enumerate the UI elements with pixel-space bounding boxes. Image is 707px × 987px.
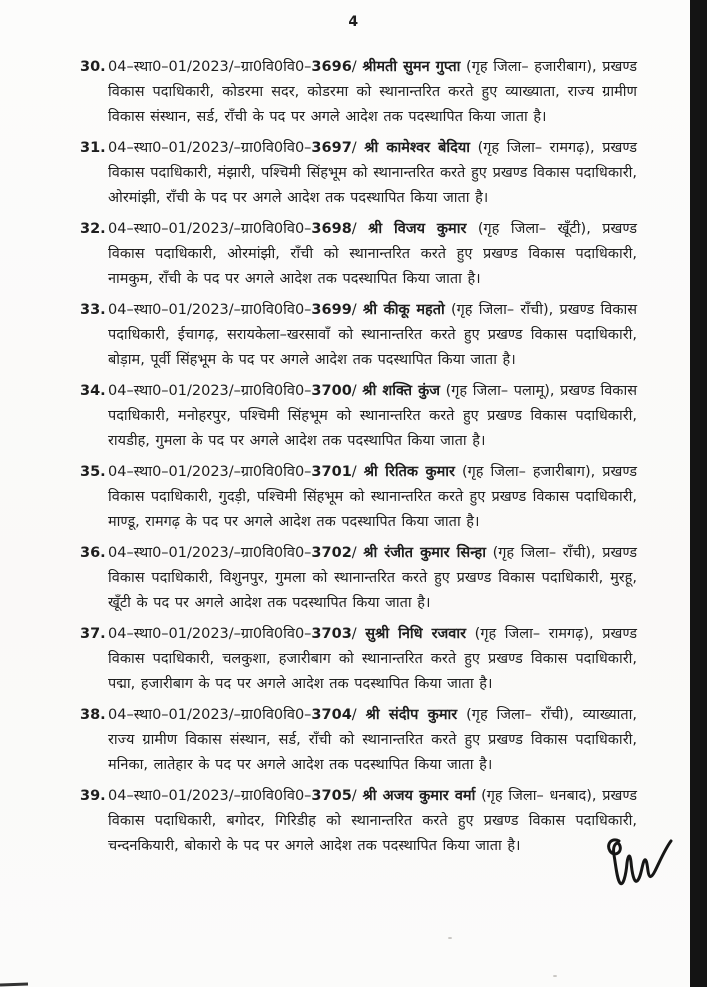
scan-speck — [448, 937, 452, 939]
order-item-39 — [80, 784, 637, 859]
order-ref-number: 3705 — [311, 788, 352, 804]
item-text — [108, 55, 637, 130]
order-ref-slash: / — [351, 707, 357, 723]
order-ref-number: 3703 — [311, 626, 352, 642]
order-item-32 — [80, 217, 637, 292]
item-number: 39. — [80, 788, 106, 804]
scan-speck — [553, 975, 557, 977]
transfer-text: प्रखण्ड विकास पदाधिकारी, बगोदर, गिरिडीह को स्थानान्तरित करते हुए प्रखण्ड विकास पदाधिकारी, चन्दनकियारी, बोकारो के पद पर अगले आदेश तक पदस्थापित किया जाता है। — [108, 788, 638, 854]
order-ref: 04–स्था0–01/2023/–ग्रा0वि0वि0– — [108, 221, 312, 237]
item-text — [108, 379, 637, 454]
item-number: 37. — [80, 626, 106, 642]
order-ref: 04–स्था0–01/2023/–ग्रा0वि0वि0– — [108, 383, 312, 399]
order-ref-slash: / — [351, 626, 357, 642]
item-text — [108, 622, 637, 697]
transfer-text: प्रखण्ड विकास पदाधिकारी, ओरमांझी, राँची को स्थानान्तरित करते हुए प्रखण्ड विकास पदाधिकारी, नामकुम, राँची के पद पर अगले आदेश तक पदस्थापित किया जाता है। — [108, 221, 638, 287]
officer-name: श्री रंजीत कुमार सिन्हा — [363, 545, 486, 561]
order-ref-slash: / — [351, 221, 357, 237]
order-ref-slash: / — [351, 59, 357, 75]
item-text — [108, 784, 637, 859]
home-district: (गृह जिला– रामगढ़), — [474, 626, 594, 642]
item-number: 30. — [80, 59, 106, 75]
item-text — [108, 703, 637, 778]
signature-mark — [603, 835, 673, 899]
officer-name: सुश्री निधि रजवार — [365, 626, 467, 642]
order-item-35 — [80, 460, 637, 535]
officer-name: श्री अजय कुमार वर्मा — [362, 788, 476, 804]
transfer-text: व्याख्याता, राज्य ग्रामीण विकास संस्थान, सर्ड, राँची को स्थानान्तरित करते हुए प्रखण्ड विकास पदाधिकारी, मनिका, लातेहार के पद पर अगले आदेश तक पदस्थापित किया जाता है। — [108, 707, 637, 773]
home-district: (गृह जिला– हजारीबाग), — [466, 59, 597, 75]
order-item-37 — [80, 622, 637, 697]
order-item-30 — [80, 55, 637, 130]
order-ref: 04–स्था0–01/2023/–ग्रा0वि0वि0– — [108, 707, 312, 723]
order-ref: 04–स्था0–01/2023/–ग्रा0वि0वि0– — [108, 59, 312, 75]
order-item-34 — [80, 379, 637, 454]
order-ref: 04–स्था0–01/2023/–ग्रा0वि0वि0– — [108, 464, 312, 480]
order-ref: 04–स्था0–01/2023/–ग्रा0वि0वि0– — [108, 302, 312, 318]
officer-name: श्री संदीप कुमार — [365, 707, 458, 723]
officer-name: श्री शक्ति कुंज — [362, 383, 440, 399]
transfer-text: प्रखण्ड विकास पदाधिकारी, मनोहरपुर, पश्चिमी सिंहभूम को स्थानान्तरित करते हुए प्रखण्ड विकास पदाधिकारी, रायडीह, गुमला के पद पर अगले आदेश तक पदस्थापित किया जाता है। — [108, 383, 637, 449]
order-ref-number: 3699 — [311, 302, 352, 318]
item-text — [108, 136, 637, 211]
item-number: 34. — [80, 383, 106, 399]
transfer-text: प्रखण्ड विकास पदाधिकारी, ईचागढ़, सरायकेला–खरसावाँ को स्थानान्तरित करते हुए प्रखण्ड विकास पदाधिकारी, बोड़ाम, पूर्वी सिंहभूम के पद पर अगले आदेश तक पदस्थापित किया जाता है। — [108, 302, 638, 368]
scan-edge-mark — [0, 983, 28, 987]
order-ref-number: 3697 — [311, 140, 352, 156]
item-text — [108, 541, 637, 616]
officer-name: श्री कामेश्वर बेदिया — [364, 140, 470, 156]
home-district: (गृह जिला– रामगढ़), — [477, 140, 595, 156]
officer-name: श्रीमती सुमन गुप्ता — [362, 59, 461, 75]
order-ref-number: 3698 — [311, 221, 352, 237]
order-ref: 04–स्था0–01/2023/–ग्रा0वि0वि0– — [108, 626, 312, 642]
item-number: 33. — [80, 302, 106, 318]
order-ref-slash: / — [351, 464, 357, 480]
home-district: (गृह जिला– खूँटी), — [477, 221, 591, 237]
order-ref: 04–स्था0–01/2023/–ग्रा0वि0वि0– — [108, 545, 312, 561]
order-ref-number: 3696 — [311, 59, 352, 75]
transfer-text: प्रखण्ड विकास पदाधिकारी, विशुनपुर, गुमला को स्थानान्तरित करते हुए प्रखण्ड विकास पदाधिकारी, मुरहू, खूँटी के पद पर अगले आदेश तक पदस्थापित किया जाता है। — [108, 545, 637, 611]
order-ref-slash: / — [351, 140, 357, 156]
order-ref: 04–स्था0–01/2023/–ग्रा0वि0वि0– — [108, 788, 312, 804]
order-ref-slash: / — [351, 302, 357, 318]
order-ref-number: 3700 — [311, 383, 352, 399]
officer-name: श्री कीकू महतो — [362, 302, 445, 318]
home-district: (गृह जिला– राँची), — [450, 302, 554, 318]
order-item-31 — [80, 136, 637, 211]
transfer-text: प्रखण्ड विकास पदाधिकारी, चलकुशा, हजारीबाग को स्थानान्तरित करते हुए प्रखण्ड विकास पदाधिकारी, पद्मा, हजारीबाग के पद पर अगले आदेश तक पदस्थापित किया जाता है। — [108, 626, 638, 692]
order-ref-number: 3702 — [311, 545, 352, 561]
officer-name: श्री विजय कुमार — [368, 221, 467, 237]
item-number: 35. — [80, 464, 106, 480]
order-ref-number: 3704 — [311, 707, 352, 723]
order-item-33 — [80, 298, 637, 373]
home-district: (गृह जिला– राँची), — [466, 707, 574, 723]
order-item-36 — [80, 541, 637, 616]
item-number: 31. — [80, 140, 106, 156]
scan-border-strip — [690, 0, 707, 987]
home-district: (गृह जिला– हजारीबाग), — [461, 464, 596, 480]
transfer-text: प्रखण्ड विकास पदाधिकारी, मंझारी, पश्चिमी सिंहभूम को स्थानान्तरित करते हुए प्रखण्ड विकास पदाधिकारी, ओरमांझी, राँची के पद पर अगले आदेश तक पदस्थापित किया जाता है। — [108, 140, 638, 206]
order-ref-slash: / — [351, 383, 357, 399]
item-number: 32. — [80, 221, 106, 237]
item-number: 36. — [80, 545, 106, 561]
order-ref-slash: / — [351, 545, 357, 561]
order-ref-slash: / — [351, 788, 357, 804]
order-list — [0, 30, 707, 859]
transfer-text: प्रखण्ड विकास पदाधिकारी, गुदड़ी, पश्चिमी सिंहभूम को स्थानान्तरित करते हुए प्रखण्ड विकास पदाधिकारी, माण्डू, रामगढ़ के पद पर अगले आदेश तक पदस्थापित किया जाता है। — [108, 464, 638, 530]
order-item-38 — [80, 703, 637, 778]
order-ref-number: 3701 — [311, 464, 352, 480]
item-text — [108, 217, 637, 292]
item-text — [108, 298, 637, 373]
order-ref: 04–स्था0–01/2023/–ग्रा0वि0वि0– — [108, 140, 312, 156]
item-text — [108, 460, 637, 535]
page-number: 4 — [348, 14, 359, 30]
item-number: 38. — [80, 707, 106, 723]
home-district: (गृह जिला– राँची), — [492, 545, 596, 561]
transfer-text: प्रखण्ड विकास पदाधिकारी, कोडरमा सदर, कोडरमा को स्थानान्तरित करते हुए व्याख्याता, राज्य ग्रामीण विकास संस्थान, सर्ड, राँची के पद पर अगले आदेश तक पदस्थापित किया जाता है। — [108, 59, 638, 125]
officer-name: श्री रितिक कुमार — [363, 464, 455, 480]
home-district: (गृह जिला– धनबाद), — [481, 788, 597, 804]
home-district: (गृह जिला– पलामू), — [445, 383, 555, 399]
